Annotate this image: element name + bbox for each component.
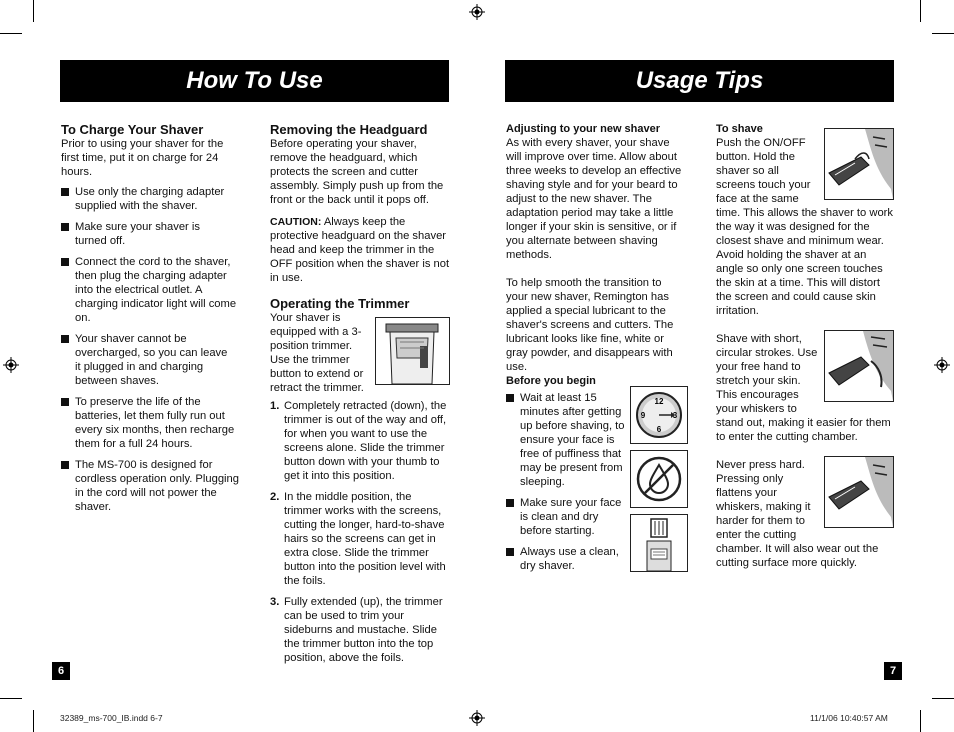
list-item: Always use a clean, dry shaver. bbox=[506, 545, 628, 573]
how-to-use-banner bbox=[60, 60, 449, 102]
registration-mark-icon bbox=[934, 357, 950, 373]
clean-shaver-icon bbox=[630, 514, 688, 572]
adjusting-section bbox=[506, 122, 684, 374]
light-pressure-illustration bbox=[824, 456, 894, 528]
clock-label: 6 bbox=[656, 425, 662, 434]
trimmer-illustration bbox=[375, 317, 450, 385]
list-item: The MS-700 is designed for cordless operation only. Plugging in the cord will not power the shaver. bbox=[61, 458, 243, 514]
crop-mark bbox=[920, 710, 921, 732]
section-body: Shave with short, circular strokes. Use your free hand to stretch your skin. This encourages your whiskers to stand out, making it easier for them to enter the cutting chamber. bbox=[716, 333, 891, 443]
registration-mark-icon bbox=[469, 710, 485, 726]
usage-tips-banner bbox=[505, 60, 894, 102]
crop-mark bbox=[932, 33, 954, 34]
section-body: Before operating your shaver, remove the headguard, which protects the screen and cutter assembly. Simply push up from the front or the back until it pops off. bbox=[270, 138, 444, 206]
crop-mark bbox=[33, 0, 34, 22]
list-item bbox=[270, 399, 450, 483]
stretch-skin-illustration bbox=[824, 330, 894, 402]
banner-title: How To Use bbox=[186, 67, 323, 94]
section-intro: Prior to using your shaver for the first time, put it on charge for 24 hours. bbox=[61, 138, 224, 178]
shaving-face-illustration bbox=[824, 128, 894, 200]
section-body: As with every shaver, your shave will improve over time. Allow about three weeks to develop an effective shaving style and for your beard to adjust to the new shaver. The adaptation period may take a little longer if your skin is sensitive, or if you alternate between shaving methods. bbox=[506, 137, 682, 261]
crop-mark bbox=[932, 698, 954, 699]
registration-mark-icon bbox=[469, 4, 485, 20]
list-item bbox=[270, 490, 450, 588]
before-bullet-list bbox=[506, 391, 628, 573]
clock-label: 12 bbox=[654, 397, 664, 406]
step-text: In the middle position, the trimmer works with the screens, cutting the longer, hard-to-shave hairs so the screens can get in extra close. Slide the trimmer button into the position level with the foils. bbox=[284, 491, 446, 587]
headguard-section bbox=[270, 122, 450, 285]
step-number: 2. bbox=[270, 491, 280, 503]
step-text: Completely retracted (down), the trimmer is out of the way and off, for when you want to use the screens alone. Slide the trimmer button down with your thumb to get it into this position. bbox=[284, 400, 447, 482]
step-text: Fully extended (up), the trimmer can be used to trim your sideburns and mustache. Slide the trimmer button into the top position, above the foils. bbox=[284, 596, 443, 664]
list-item: Make sure your face is clean and dry before starting. bbox=[506, 496, 628, 538]
section-heading: To shave bbox=[716, 123, 763, 135]
no-water-drop-icon bbox=[630, 450, 688, 508]
list-item bbox=[270, 595, 450, 665]
to-shave-section bbox=[716, 122, 894, 570]
clock-illustration bbox=[630, 386, 688, 444]
charge-bullet-list bbox=[61, 185, 243, 514]
section-heading: Adjusting to your new shaver bbox=[506, 123, 661, 135]
list-item: Use only the charging adapter supplied with the shaver. bbox=[61, 185, 243, 213]
list-item: Connect the cord to the shaver, then plug the charging adapter into the electrical outlet. A charging indicator light will come on. bbox=[61, 255, 243, 325]
section-body: Never press hard. Pressing only flattens your whiskers, making it harder for them to enter the cutting chamber. It will also wear out the cutting surface more quickly. bbox=[716, 459, 879, 569]
crop-mark bbox=[0, 33, 22, 34]
caution-paragraph bbox=[270, 215, 450, 285]
list-item: Make sure your shaver is turned off. bbox=[61, 220, 243, 248]
caution-text: Always keep the protective headguard on the shaver head and keep the trimmer in the OFF position when the shaver is not in use. bbox=[270, 216, 450, 284]
trimmer-section bbox=[270, 296, 450, 672]
trimmer-steps bbox=[270, 399, 450, 665]
caution-label: CAUTION: bbox=[270, 216, 322, 228]
registration-mark-icon bbox=[3, 357, 19, 373]
section-body: To help smooth the transition to your new shaver, Remington has applied a special lubricant to the shaver's screens and cutters. The lubricant looks like fine, white or gray powder, and disappears with use. bbox=[506, 277, 674, 373]
footer-timestamp: 11/1/06 10:40:57 AM bbox=[810, 713, 888, 723]
crop-mark bbox=[0, 698, 22, 699]
footer-file-label: 32389_ms-700_IB.indd 6-7 bbox=[60, 713, 163, 723]
crop-mark bbox=[33, 710, 34, 732]
step-number: 1. bbox=[270, 400, 280, 412]
section-heading: Before you begin bbox=[506, 375, 596, 387]
clock-label: 3 bbox=[672, 411, 678, 420]
page-number: 6 bbox=[52, 662, 70, 680]
list-item: Wait at least 15 minutes after getting up before shaving, to ensure your face is free of puffiness that may be present from sleeping. bbox=[506, 391, 628, 489]
section-heading: Removing the Headguard bbox=[270, 122, 428, 137]
section-heading: Operating the Trimmer bbox=[270, 296, 410, 311]
section-heading: To Charge Your Shaver bbox=[61, 122, 204, 137]
crop-mark bbox=[920, 0, 921, 22]
section-intro: Your shaver is equipped with a 3-position trimmer. Use the trimmer button to extend or retract the trimmer. bbox=[270, 312, 364, 394]
step-number: 3. bbox=[270, 596, 280, 608]
list-item: Your shaver cannot be overcharged, so you can leave it plugged in and charging between shaves. bbox=[61, 332, 243, 388]
list-item: To preserve the life of the batteries, let them fully run out every six months, then recharge them for a full 24 hours. bbox=[61, 395, 243, 451]
section-body: Push the ON/OFF button. Hold the shaver so all screens touch your face at the same time. This allows the shaver to work the way it was designed for the closest shave and minimum wear. Avoid holding the shaver at an angle so only one screen touches the skin at a time. This will distort the screen and could cause skin irritation. bbox=[716, 137, 893, 317]
charge-section bbox=[61, 122, 243, 521]
page-number: 7 bbox=[884, 662, 902, 680]
clock-label: 9 bbox=[640, 411, 646, 420]
before-section bbox=[506, 374, 628, 580]
banner-title: Usage Tips bbox=[635, 67, 764, 94]
